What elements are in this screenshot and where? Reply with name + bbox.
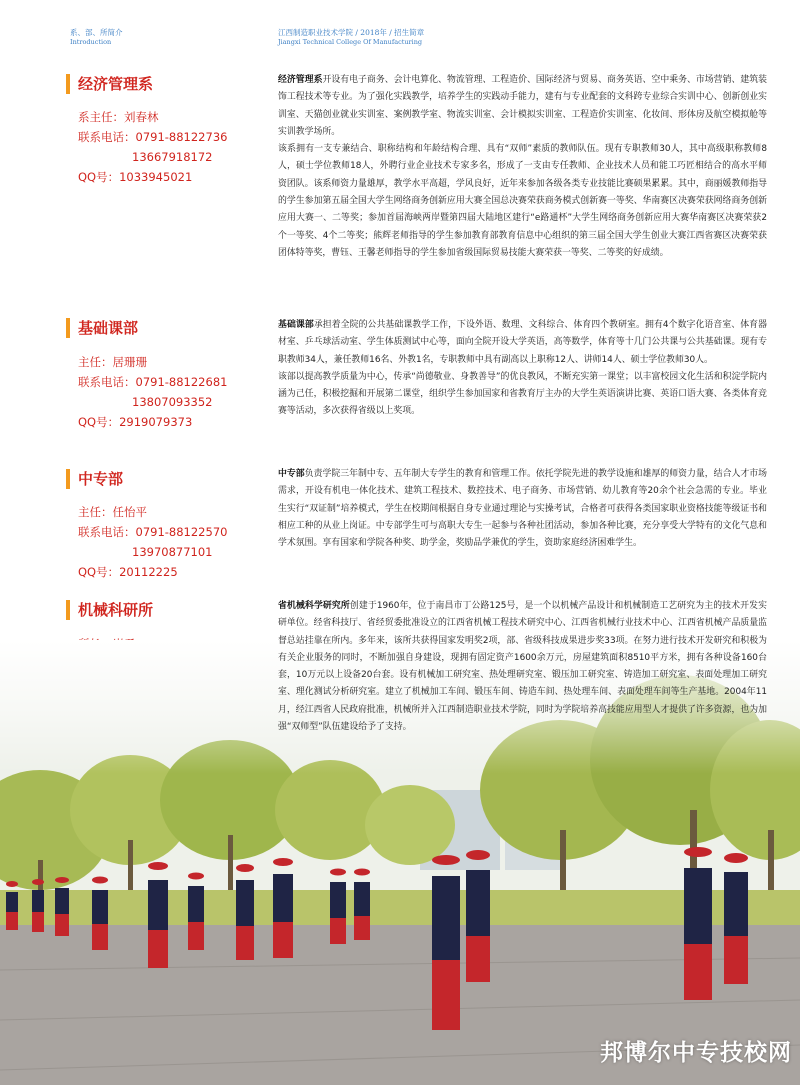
heading-accent-bar [66,318,70,338]
contact-qq: QQ号：2919079373 [78,415,193,429]
contact-phone: 联系电话：0791-88122681 [78,375,228,389]
description-lead: 经济管理系 [278,75,323,85]
heading-accent-bar [66,600,70,620]
contact-mobile: 13970877101 [132,545,213,559]
contact-mobile: 13807093352 [132,395,213,409]
contact-qq: QQ号：20112225 [78,565,178,579]
description-paragraph: 该部以提高教学质量为中心，传承“尚德敬业、身教善导”的优良教风，不断充实第一课堂；以丰富校园文化生活和积淀学院内涵为己任，积极挖掘和开展第二课堂，组织学生参加国家和省教育厅主办的大学生英语演讲比赛、英语口语大赛、各类体育竞赛等活动，多次获得省级以上奖项。 [278,371,767,417]
description-paragraph: 基础课部承担着全院的公共基础课教学工作，下设外语、数理、文科综合、体育四个教研室。拥有4个数字化语音室、体育器材室、乒乓球活动室、学生体质测试中心等，面向全院开设大学英语，高等数学，体育等十几门公共课与公共基础课。现有专职教师34人，兼任教师16名、外教1名，专职教师中具有副高以上职称12人、讲师14人、硕士学位教师30人。 [278,320,767,365]
description-paragraph: 该系拥有一支专兼结合、职称结构和年龄结构合理、具有“双师”素质的教师队伍。现有专职教师30人，其中高级职称教师8人，硕士学位教师18人，外聘行业企业技术专家多名，形成了一支由专任教师、企业技术人员和能工巧匠相结合的高水平师资团队。该系师资力量雄厚，教学水平高超，学风良好，近年来参加各级各类专业技能比赛硕果累累。其中，商丽媛教师指导的学生参加第五届全国大学生网络商务创新应用大赛全国总决赛荣获商务模式创新赛一等奖、华南赛区决赛荣获网络商务创新应用大赛一、二等奖；参加首届海峡两岸暨第四届大陆地区建行“e路通杯”大学生网络商务创新应用大赛华南赛区决赛荣获2个一等奖、4个二等奖；熊辉老师指导的学生参加教育部教育信息中心组织的第三届全国大学生创业大赛江西省赛区决赛荣获团体特等奖，曹钰、王馨老师指导的学生参加省级国际贸易技能大赛荣获一等奖、二等奖的好成绩。 [278,144,767,258]
dept-contact-foundation [78,352,227,432]
contact-director: 主任：任怡平 [78,505,147,519]
section-title-en: Introduction [70,38,112,46]
page-header [0,0,800,60]
description-paragraph: 中专部负责学院三年制中专、五年制大专学生的教育和管理工作。依托学院先进的教学设施和雄厚的师资力量，结合人才市场需求，开设有机电一体化技术、建筑工程技术、数控技术、电子商务、市场营销、幼儿教育等20余个社会急需的专业。毕业生实行“双证制”培养模式，学生在校期间根据自身专业通过理论与实操考试，合格者可获得各类国家职业资格技能等级证书和相应工种的从业上岗证。中专部学生可与高职大专生一起参与各种社团活动，参加各种比赛，充分享受大学特有的文化气息和学术氛围。享有国家和学院各种奖、助学金，奖励品学兼优的学生，资助家庭经济困难学生。 [278,469,768,549]
heading-accent-bar [66,469,70,489]
college-title-en: Jiangxi Technical College Of Manufacturing [278,38,423,46]
contact-qq: QQ号：1033945021 [78,170,193,184]
dept-name: 经济管理系 [78,75,154,93]
description-paragraph: 省机械科学研究所创建于1960年，位于南昌市丁公路125号，是一个以机械产品设计和机械制造工艺研究为主的技术开发实研单位。经省科技厅、省经贸委批准设立的江西省机械工程技术研究中心、江西省机械行业技术中心、江西省机械产品质量监督总站挂靠在所内。多年来，该所共获得国家发明奖2项，部、省级科技成果进步奖33项。在努力进行技术开发研究和积极为有关企业服务的同时，不断加强自身建设，现拥有固定资产1600余万元，房屋建筑面积8510平方米，拥有各种设备160台套，10万元以上设备20台套。设有机械加工研究室、热处理研究室、锻压加工研究室、铸造加工研究室、表面处理加工研究室、理化测试分析研究室。建立了机械加工车间、锻压车间、铸造车间、热处理车间、表面处理车间等生产基地。2004年11月，经江西省人民政府批准，机械所并入江西制造职业技术学院，同时为学院培养高技能应用型人才提供了许多资源，也为加强“双师型”队伍建设给予了支持。 [278,601,767,733]
dept-name: 基础课部 [78,319,139,337]
dept-name: 机械科研所 [78,601,154,619]
dept-contact-economics [78,107,227,187]
heading-accent-bar [66,74,70,94]
contact-phone: 联系电话：0791-88122736 [78,130,228,144]
dept-description-foundation [278,317,767,421]
dept-description-economics [278,72,767,262]
site-watermark: 邦博尔中专技校网 [600,1040,792,1066]
contact-director: 系主任：刘春林 [78,110,159,124]
dept-description-machinery [278,598,767,736]
college-title-cn: 江西制造职业技术学院 / 2018年 / 招生简章 [278,28,425,37]
dept-contact-secondary [78,502,227,582]
dept-name: 中专部 [78,470,124,488]
dept-description-secondary [278,466,767,552]
contact-phone: 联系电话：0791-88122570 [78,525,228,539]
description-lead: 省机械科学研究所 [278,601,350,611]
section-header [70,28,123,47]
description-paragraph: 经济管理系开设有电子商务、会计电算化、物流管理、工程造价、国际经济与贸易、商务英语、空中乘务、市场营销、建筑装饰工程技术等专业。为了强化实践教学，培养学生的实践动手能力，建有与专业配套的文科跨专业综合实训中心、创新创业实训室、天猫创业就业实训室、案例教学室、物流实训室、会计模拟实训室、工程造价实训室、化妆间、形体房及航空模拟舱等实训教学场所。 [278,75,768,137]
description-lead: 基础课部 [278,320,314,330]
description-lead: 中专部 [278,469,305,479]
contact-mobile: 13667918172 [132,150,213,164]
college-header [278,28,424,47]
contact-director: 主任：居珊珊 [78,355,147,369]
section-title-cn: 系、部、所简介 [70,28,123,37]
